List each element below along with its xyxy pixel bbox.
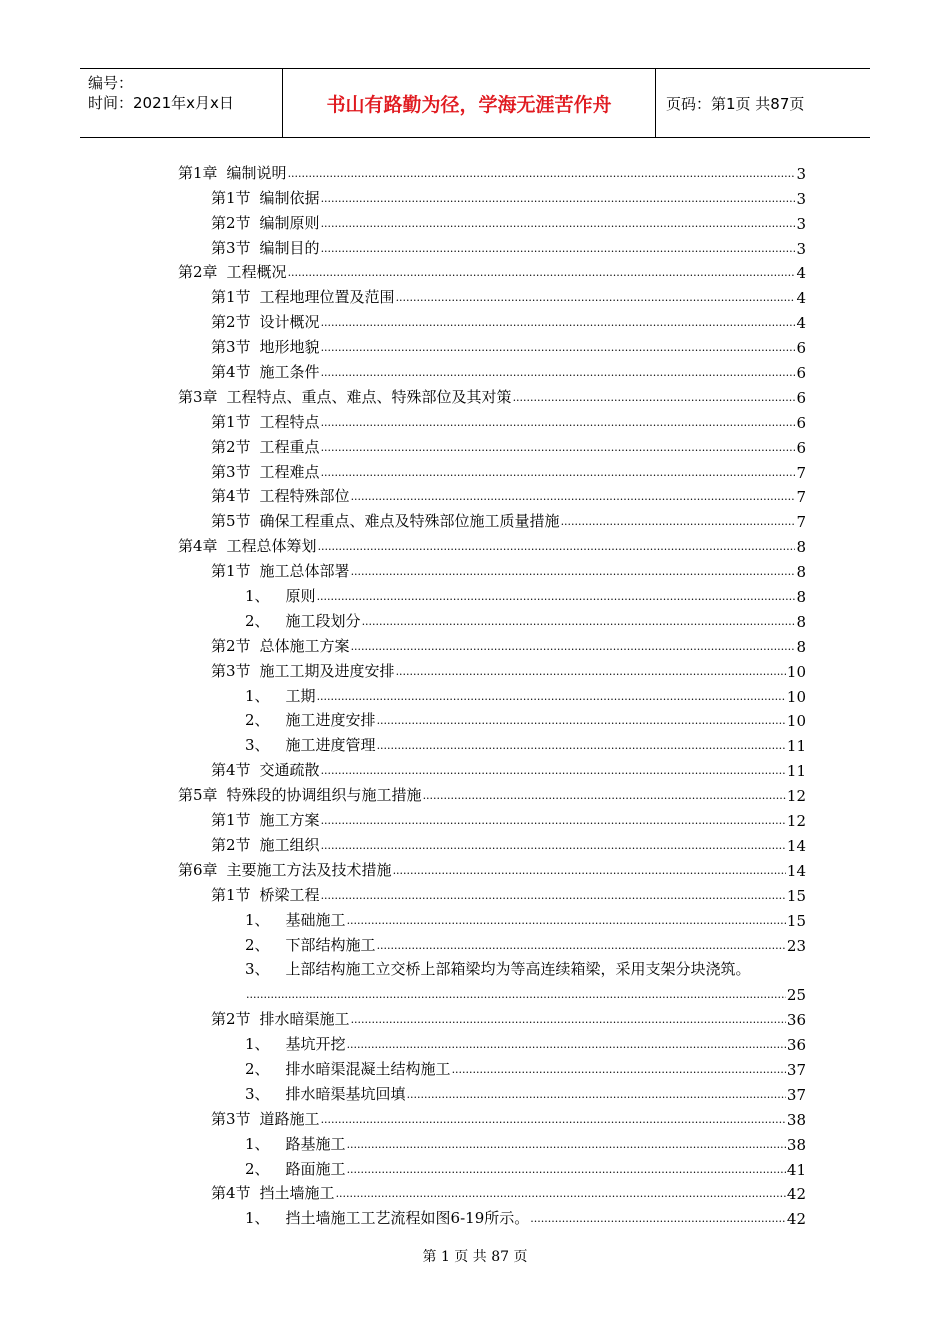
toc-entry-title [178,162,287,183]
toc-dot-leader [321,366,796,379]
toc-entry-text: 设计概况 [259,313,320,332]
toc-entry-text: 原则 [285,587,316,606]
toc-entry-title [245,610,361,631]
toc-entry-number: 第2节 [211,636,251,655]
toc-dot-leader [347,1163,786,1176]
toc-entry-title [211,884,320,905]
toc-entry[interactable] [178,432,806,457]
toc-page-number: 38 [786,1135,806,1154]
toc-dot-leader [321,764,786,777]
toc-entry-number: 1、 [245,1035,270,1054]
toc-entry-number: 第2节 [211,213,251,232]
toc-entry[interactable] [178,1079,806,1104]
toc-entry-number: 第1节 [211,811,251,830]
toc-page-number: 7 [796,463,806,482]
toc-entry-text: 排水暗渠施工 [259,1010,350,1029]
toc-dot-leader [513,391,796,404]
toc-entry-title [178,784,422,805]
toc-dot-leader [351,1013,786,1026]
toc-dot-leader [347,1138,786,1151]
toc-dot-leader [321,192,796,205]
toc-entry-title [245,1133,346,1154]
page-footer: 第 1 页 共 87 页 [422,1249,528,1265]
toc-dot-leader [452,1063,786,1076]
toc-dot-leader [377,739,786,752]
document-number-label: 编号： [88,74,134,92]
toc-page-number: 14 [786,861,806,880]
toc-dot-leader [246,988,786,1001]
toc-entry[interactable] [178,407,806,432]
table-of-contents [178,158,806,1228]
toc-dot-leader [336,1187,786,1200]
toc-page-number: 4 [796,264,806,283]
toc-dot-leader [407,1088,786,1101]
toc-entry[interactable] [178,506,806,531]
toc-entry[interactable] [178,1004,806,1029]
toc-entry-text: 挡土墙施工 [259,1184,335,1203]
document-date: 时间：2021年x月x日 [88,94,234,112]
toc-entry-number: 第4章 [178,537,218,556]
toc-entry-title [211,336,320,357]
toc-dot-leader [321,242,796,255]
toc-entry[interactable] [178,158,806,183]
toc-entry-text: 上部结构施工立交桥上部箱梁均为等高连续箱梁，采用支架分块浇筑。 [285,960,751,979]
toc-entry-text: 施工进度管理 [285,736,376,755]
toc-entry[interactable] [178,631,806,656]
toc-entry[interactable] [178,730,806,755]
toc-entry-text: 施工段划分 [285,611,361,630]
toc-page-number: 11 [786,737,806,756]
toc-entry-number: 第1节 [211,412,251,431]
toc-entry-text: 基坑开挖 [285,1035,346,1054]
toc-entry-text: 工程特殊部位 [259,487,350,506]
toc-dot-leader [321,1113,786,1126]
toc-entry-text: 工程重点 [259,437,320,456]
toc-entry-text: 编制依据 [259,188,320,207]
toc-entry-number: 第2节 [211,835,251,854]
toc-dot-leader [321,441,796,454]
toc-entry[interactable] [178,955,806,980]
toc-entry-title [245,585,316,606]
toc-entry-text: 地形地貌 [259,338,320,357]
toc-entry-number: 1、 [245,1209,270,1228]
toc-entry-title [178,859,392,880]
toc-entry-number: 3、 [245,736,270,755]
toc-entry-title [211,759,320,780]
toc-entry-number: 第1节 [211,288,251,307]
toc-entry[interactable] [178,930,806,955]
toc-entry-number: 第2节 [211,313,251,332]
toc-entry-title [211,560,350,581]
toc-page-number: 15 [786,911,806,930]
toc-entry-title [211,237,320,258]
toc-entry-text: 总体施工方案 [259,636,350,655]
toc-page-number: 14 [786,836,806,855]
toc-page-number: 8 [796,563,806,582]
toc-entry-text: 桥梁工程 [259,885,320,904]
toc-entry-text: 工程地理位置及范围 [259,288,395,307]
toc-entry-number: 2、 [245,1059,270,1078]
toc-entry-text: 交通疏散 [259,761,320,780]
header-page-info: 页码：第1页 共87页 [666,94,805,113]
toc-page-number: 3 [796,239,806,258]
toc-entry[interactable] [178,581,806,606]
toc-entry-title [245,934,376,955]
toc-entry-text: 工程总体筹划 [226,537,317,556]
toc-entry-title [211,660,395,681]
toc-entry-number: 2、 [245,711,270,730]
toc-entry-text: 路基施工 [285,1134,346,1153]
toc-entry-title [211,635,350,656]
toc-entry-number: 1、 [245,587,270,606]
toc-entry[interactable] [178,656,806,681]
toc-dot-leader [288,266,796,279]
toc-dot-leader [321,839,786,852]
toc-page-number: 6 [796,339,806,358]
toc-entry[interactable] [178,1029,806,1054]
toc-entry-text: 下部结构施工 [285,935,376,954]
toc-entry-title [211,212,320,233]
toc-entry-title [178,261,287,282]
toc-entry-number: 3、 [245,960,270,979]
toc-entry-text: 确保工程重点、难点及特殊部位施工质量措施 [259,512,560,531]
toc-dot-leader [362,615,796,628]
toc-page-number: 3 [796,164,806,183]
toc-entry-number: 第2节 [211,1010,251,1029]
toc-entry-title [211,311,320,332]
toc-entry[interactable] [178,233,806,258]
toc-entry[interactable] [178,332,806,357]
toc-entry-title [245,1058,451,1079]
toc-entry-title [178,535,317,556]
header-motto: 书山有路勤为径，学海无涯苦作舟 [282,69,656,137]
toc-entry-number: 第3节 [211,1109,251,1128]
toc-entry-text: 工程难点 [259,462,320,481]
toc-entry-number: 第3节 [211,661,251,680]
toc-entry-text: 施工工期及进度安排 [259,661,395,680]
toc-entry-text: 施工组织 [259,835,320,854]
toc-entry-title [211,361,320,382]
toc-page-number: 37 [786,1060,806,1079]
toc-entry-number: 第4节 [211,363,251,382]
toc-entry-number: 第5节 [211,512,251,531]
toc-entry-title [211,436,320,457]
toc-entry[interactable] [178,780,806,805]
toc-dot-leader [377,714,786,727]
toc-entry[interactable] [178,606,806,631]
toc-entry[interactable] [178,482,806,507]
toc-entry[interactable] [178,830,806,855]
toc-entry[interactable] [178,905,806,930]
toc-entry-text: 编制说明 [226,163,287,182]
toc-entry[interactable] [178,357,806,382]
toc-dot-leader [396,665,786,678]
toc-entry-title [245,685,316,706]
toc-page-number: 6 [796,364,806,383]
toc-page-number: 8 [796,538,806,557]
toc-entry-text: 施工条件 [259,363,320,382]
toc-entry-number: 1、 [245,910,270,929]
toc-entry[interactable] [178,183,806,208]
toc-page-number: 41 [786,1160,806,1179]
toc-page-number: 36 [786,1011,806,1030]
toc-entry-title [211,1108,320,1129]
toc-entry-text: 排水暗渠基坑回填 [285,1084,406,1103]
toc-entry-number: 2、 [245,1159,270,1178]
toc-entry[interactable] [178,457,806,482]
toc-page-number: 6 [796,438,806,457]
toc-entry[interactable] [178,1104,806,1129]
toc-page-number: 10 [786,687,806,706]
toc-page-number: 3 [796,214,806,233]
toc-entry-text: 工程概况 [226,263,287,282]
toc-page-number: 11 [786,762,806,781]
toc-page-number: 10 [786,712,806,731]
toc-entry-title [245,1207,529,1228]
toc-entry[interactable] [178,855,806,880]
toc-page-number: 42 [786,1210,806,1229]
toc-dot-leader [351,490,796,503]
toc-entry-text: 排水暗渠混凝土结构施工 [285,1059,451,1078]
toc-entry-text: 主要施工方法及技术措施 [226,860,392,879]
toc-entry[interactable] [178,979,806,1004]
toc-dot-leader [321,341,796,354]
toc-dot-leader [321,814,786,827]
toc-entry-text: 特殊段的协调组织与施工措施 [226,786,422,805]
header-meta [80,69,282,137]
toc-dot-leader [318,540,796,553]
toc-entry-number: 2、 [245,935,270,954]
toc-page-number: 36 [786,1036,806,1055]
toc-entry-number: 第3章 [178,387,218,406]
toc-entry-text: 工期 [285,686,316,705]
toc-entry-number: 第1节 [211,885,251,904]
toc-entry[interactable] [178,706,806,731]
toc-dot-leader [351,565,796,578]
toc-dot-leader [288,167,796,180]
toc-dot-leader [347,914,786,927]
toc-entry-number: 1、 [245,686,270,705]
toc-page-number: 23 [786,936,806,955]
toc-entry-number: 第1节 [211,188,251,207]
toc-entry[interactable] [178,1054,806,1079]
toc-entry-number: 第2节 [211,437,251,456]
page-header [80,68,870,138]
toc-entry-number: 第4节 [211,761,251,780]
toc-page-number: 7 [796,513,806,532]
toc-dot-leader [530,1212,786,1225]
toc-entry[interactable] [178,531,806,556]
toc-dot-leader [393,864,786,877]
toc-entry-number: 第3节 [211,238,251,257]
toc-page-number: 25 [786,986,806,1005]
toc-entry-text: 编制目的 [259,238,320,257]
toc-entry-number: 第4节 [211,487,251,506]
toc-dot-leader [321,889,786,902]
toc-entry[interactable] [178,805,806,830]
toc-entry[interactable] [178,1179,806,1204]
toc-entry-number: 2、 [245,611,270,630]
toc-entry-title [211,485,350,506]
toc-page-number: 12 [786,812,806,831]
toc-dot-leader [321,217,796,230]
toc-entry-title [245,1033,346,1054]
toc-entry[interactable] [178,1154,806,1179]
toc-dot-leader [423,789,786,802]
toc-entry[interactable] [178,1129,806,1154]
toc-entry-title [245,909,346,930]
toc-entry-title [178,386,512,407]
toc-entry-title [211,1182,335,1203]
toc-entry-text: 路面施工 [285,1159,346,1178]
toc-entry-text: 工程特点、重点、难点、特殊部位及其对策 [226,387,512,406]
toc-entry[interactable] [178,282,806,307]
toc-page-number: 10 [786,662,806,681]
toc-page-number: 42 [786,1185,806,1204]
toc-entry-text: 基础施工 [285,910,346,929]
toc-entry[interactable] [178,681,806,706]
toc-entry-number: 第1节 [211,562,251,581]
toc-entry-title [211,286,395,307]
toc-entry-title [211,461,320,482]
toc-entry-title [245,734,376,755]
toc-entry-title [211,809,320,830]
toc-entry-number: 第4节 [211,1184,251,1203]
toc-entry-title [211,834,320,855]
toc-entry-number: 第3节 [211,462,251,481]
toc-entry-title [211,510,560,531]
toc-entry-title [211,187,320,208]
toc-entry-title [245,958,751,979]
toc-dot-leader [396,291,796,304]
toc-entry-text: 施工方案 [259,811,320,830]
toc-entry[interactable] [178,258,806,283]
toc-entry-text: 编制原则 [259,213,320,232]
toc-entry-text: 道路施工 [259,1109,320,1128]
toc-entry-text: 工程特点 [259,412,320,431]
toc-page-number: 15 [786,886,806,905]
toc-page-number: 38 [786,1110,806,1129]
toc-entry-number: 1、 [245,1134,270,1153]
toc-entry[interactable] [178,1203,806,1228]
toc-entry-title [245,1083,406,1104]
toc-page-number: 3 [796,189,806,208]
toc-entry-number: 3、 [245,1084,270,1103]
toc-page-number: 6 [796,413,806,432]
toc-page-number: 8 [796,612,806,631]
toc-dot-leader [317,590,796,603]
toc-page-number: 8 [796,637,806,656]
toc-entry-title [211,1008,350,1029]
toc-page-number: 7 [796,488,806,507]
toc-dot-leader [321,316,796,329]
toc-entry-title [245,1158,346,1179]
toc-entry-title [211,411,320,432]
toc-entry-text: 施工进度安排 [285,711,376,730]
toc-entry-number: 第3节 [211,338,251,357]
toc-entry[interactable] [178,208,806,233]
toc-page-number: 12 [786,787,806,806]
toc-page-number: 8 [796,588,806,607]
toc-dot-leader [377,939,786,952]
toc-page-number: 6 [796,388,806,407]
toc-entry-title [245,709,376,730]
toc-dot-leader [351,640,796,653]
toc-entry[interactable] [178,880,806,905]
toc-entry-number: 第6章 [178,860,218,879]
toc-entry[interactable] [178,382,806,407]
toc-entry[interactable] [178,556,806,581]
toc-entry-text: 挡土墙施工工艺流程如图6-19所示。 [285,1209,530,1228]
toc-dot-leader [561,515,796,528]
toc-dot-leader [317,690,786,703]
toc-entry-number: 第1章 [178,163,218,182]
toc-entry-text: 施工总体部署 [259,562,350,581]
toc-page-number: 4 [796,289,806,308]
toc-dot-leader [321,416,796,429]
toc-entry[interactable] [178,755,806,780]
toc-dot-leader [321,466,796,479]
toc-page-number: 4 [796,314,806,333]
toc-dot-leader [347,1038,786,1051]
toc-entry-number: 第5章 [178,786,218,805]
toc-entry[interactable] [178,307,806,332]
toc-page-number: 37 [786,1085,806,1104]
toc-entry-number: 第2章 [178,263,218,282]
